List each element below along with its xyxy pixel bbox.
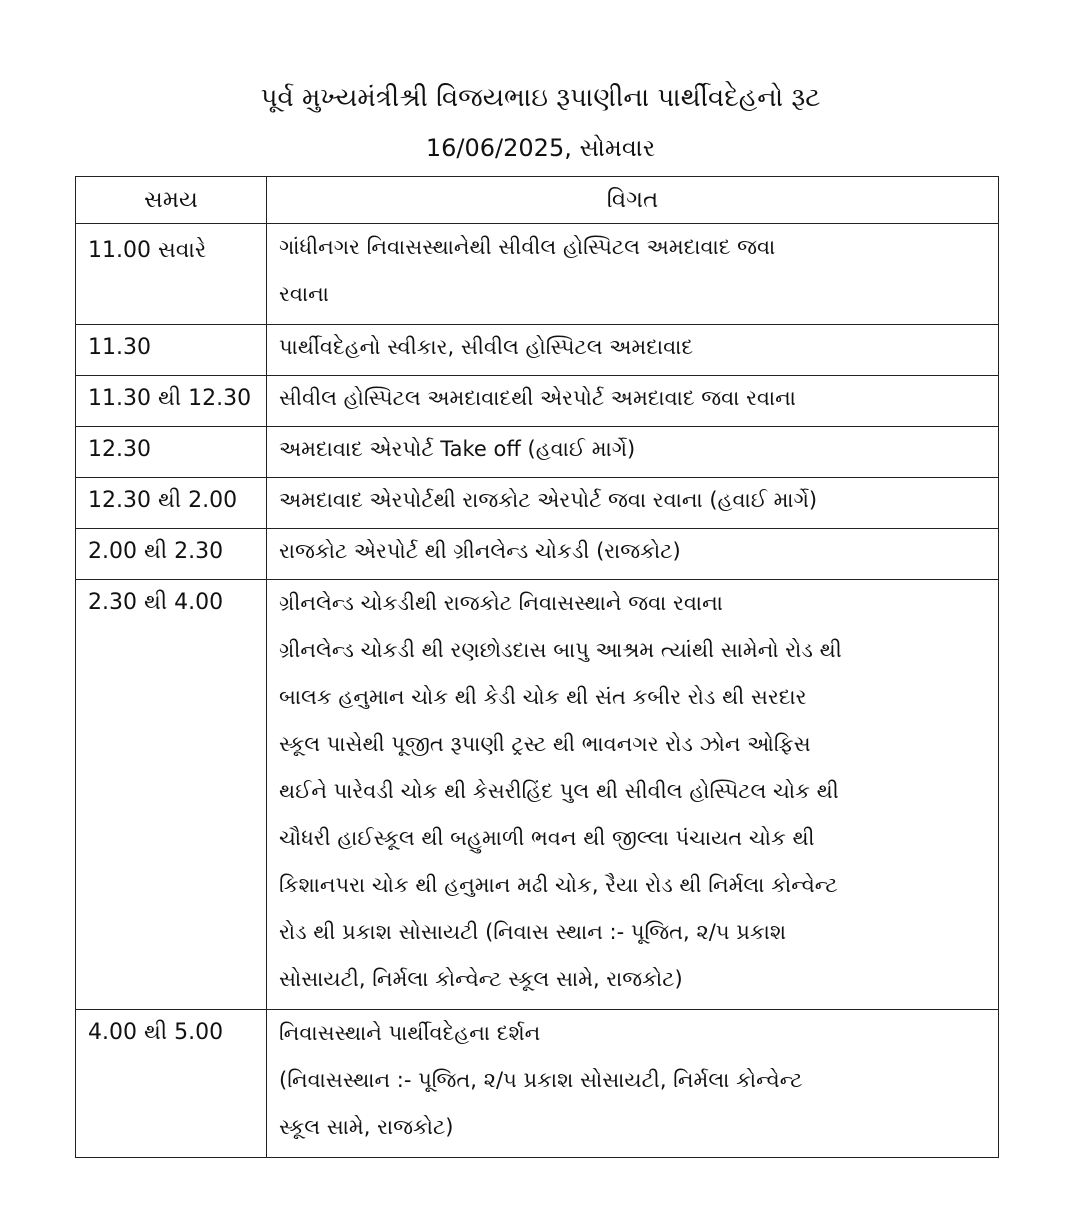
table-header-row <box>76 177 999 224</box>
route-table-body <box>76 224 999 1158</box>
detail-column-header: વિગત <box>267 177 999 224</box>
detail-line: સ્કૂલ પાસેથી પૂજીત રૂપાણી ટ્રસ્ટ થી ભાવનગર રોડ ઝોન ઓફિસ <box>279 732 811 756</box>
detail-line: થઈને પારેવડી ચોક થી કેસરીહિંદ પુલ થી સીવીલ હોસ્પિટલ ચોક થી <box>279 779 839 803</box>
detail-line: બાલક હનુમાન ચોક થી કેડી ચોક થી સંત કબીર રોડ થી સરદાર <box>279 685 807 709</box>
detail-cell <box>267 478 999 529</box>
time-cell: 11.00 સવારે <box>76 224 267 325</box>
detail-line: ગ્રીનલેન્ડ ચોકડી થી રણછોડદાસ બાપુ આશ્રમ ત્યાંથી સામેનો રોડ થી <box>279 638 842 662</box>
detail-line: સ્કૂલ સામે, રાજકોટ) <box>279 1115 454 1139</box>
detail-line: રોડ થી પ્રકાશ સોસાયટી (નિવાસ સ્થાન :- પૂજિત, ૨/૫ પ્રકાશ <box>279 920 787 944</box>
time-cell: 2.00 થી 2.30 <box>76 529 267 580</box>
detail-cell <box>267 376 999 427</box>
detail-line: (નિવાસસ્થાન :- પૂજિત, ૨/૫ પ્રકાશ સોસાયટી, નિર્મલા કોન્વેન્ટ <box>279 1068 803 1092</box>
detail-line: અમદાવાદ એરપોર્ટ Take off (હવાઈ માર્ગે) <box>279 437 636 461</box>
table-row <box>76 580 999 1010</box>
time-cell: 11.30 <box>76 325 267 376</box>
table-row <box>76 478 999 529</box>
detail-line: પાર્થીવદેહનો સ્વીકાર, સીવીલ હોસ્પિટલ અમદાવાદ <box>279 335 694 359</box>
table-row <box>76 224 999 325</box>
time-column-header: સમય <box>76 177 267 224</box>
table-row <box>76 376 999 427</box>
table-row <box>76 1010 999 1158</box>
detail-cell <box>267 224 999 325</box>
document-date: 16/06/2025, સોમવાર <box>425 134 656 162</box>
detail-line: ચૌધરી હાઈસ્કૂલ થી બહુમાળી ભવન થી જીલ્લા પંચાયત ચોક થી <box>279 826 815 850</box>
detail-cell <box>267 1010 999 1158</box>
time-cell: 11.30 થી 12.30 <box>76 376 267 427</box>
time-cell: 12.30 થી 2.00 <box>76 478 267 529</box>
detail-line: અમદાવાદ એરપોર્ટથી રાજકોટ એરપોર્ટ જવા રવાના (હવાઈ માર્ગે) <box>279 488 818 512</box>
time-cell: 4.00 થી 5.00 <box>76 1010 267 1158</box>
detail-line: નિવાસસ્થાને પાર્થીવદેહના દર્શન <box>279 1021 541 1045</box>
time-cell: 2.30 થી 4.00 <box>76 580 267 1010</box>
detail-line: રાજકોટ એરપોર્ટ થી ગ્રીનલેન્ડ ચોકડી (રાજકોટ) <box>279 539 681 563</box>
detail-line: રવાના <box>279 282 329 306</box>
table-row <box>76 529 999 580</box>
detail-line: કિશાનપરા ચોક થી હનુમાન મઢી ચોક, રૈયા રોડ થી નિર્મલા કોન્વેન્ટ <box>279 873 838 897</box>
route-table <box>75 176 999 1158</box>
table-row <box>76 427 999 478</box>
detail-cell <box>267 325 999 376</box>
detail-line: ગ્રીનલેન્ડ ચોકડીથી રાજકોટ નિવાસસ્થાને જવા રવાના <box>279 591 723 615</box>
detail-line: ગાંધીનગર નિવાસસ્થાનેથી સીવીલ હોસ્પિટલ અમદાવાદ જવા <box>279 235 776 259</box>
detail-line: સોસાયટી, નિર્મલા કોન્વેન્ટ સ્કૂલ સામે, રાજકોટ) <box>279 967 683 991</box>
detail-cell <box>267 427 999 478</box>
detail-line: સીવીલ હોસ્પિટલ અમદાવાદથી એરપોર્ટ અમદાવાદ જવા રવાના <box>279 386 796 410</box>
detail-cell <box>267 580 999 1010</box>
detail-cell <box>267 529 999 580</box>
document-title: પૂર્વ મુખ્યમંત્રીશ્રી વિજયભાઇ રૂપાણીના પાર્થીવદેહનો રૂટ <box>260 83 821 113</box>
time-cell: 12.30 <box>76 427 267 478</box>
table-row <box>76 325 999 376</box>
